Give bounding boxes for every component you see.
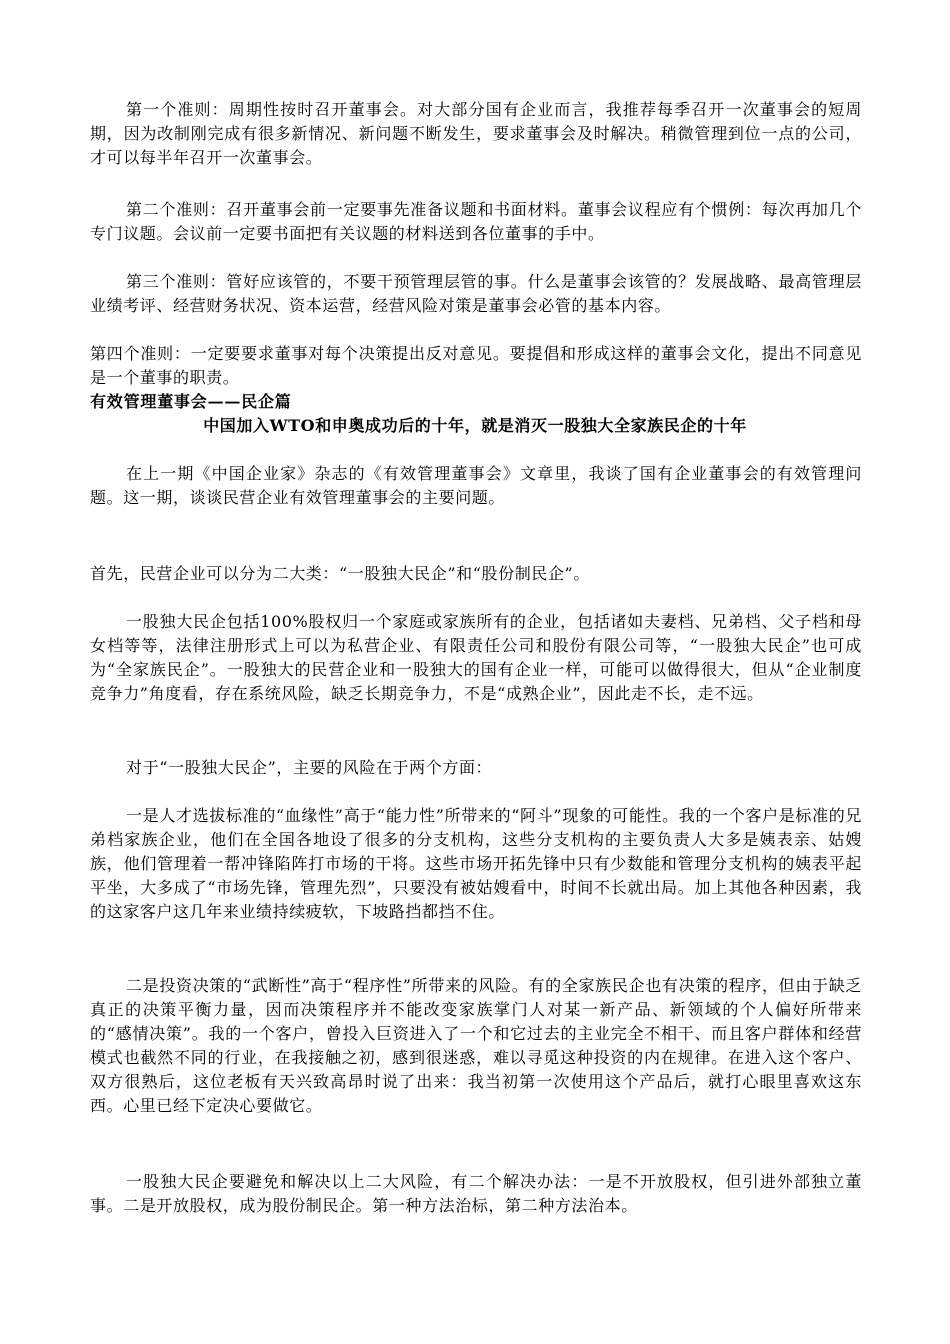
paragraph-family-enterprise: 一股独大民企包括100%股权归一个家庭或家族所有的企业，包括诸如夫妻档、兄弟档、父子档和母女档等等，法律注册形式上可以为私营企业、有限责任公司和股份有限公司等，“一股独大民企”也可成为“全家族民企”。一股独大的民营企业和一股独大的国有企业一样，可能可以做得很大，但从“企业制度竞争力”角度看，存在系统风险，缺乏长期竞争力，不是“成熟企业”，因此走不长，走不远。: [90, 612, 862, 703]
paragraph-categories: 首先，民营企业可以分为二大类：“一股独大民企”和“股份制民企”。: [90, 564, 590, 583]
paragraph-risk-1: 一是人才选拔标准的“血缘性”高于“能力性”所带来的“阿斗”现象的可能性。我的一个客户是标准的兄弟档家族企业，他们在全国各地设了很多的分支机构，这些分支机构的主要负责人大多是姨表亲、姑嫂族，他们管理着一帮冲锋陷阵打市场的干将。这些市场开拓先锋中只有少数能和管理分支机构的姨表平起平坐，大多成了“市场先锋，管理先烈”，只要没有被姑嫂看中，时间不长就出局。加上其他各种因素，我的这家客户这几年来业绩持续疲软，下坡路挡都挡不住。: [90, 806, 862, 921]
paragraph-rule-3: 第三个准则：管好应该管的，不要干预管理层管的事。什么是董事会该管的？发展战略、最高管理层业绩考评、经营财务状况、资本运营，经营风险对策是董事会必管的基本内容。: [90, 272, 862, 315]
paragraph-rule-1: 第一个准则：周期性按时召开董事会。对大部分国有企业而言，我推荐每季召开一次董事会的短周期，因为改制刚完成有很多新情况、新问题不断发生，要求董事会及时解决。稍微管理到位一点的公司，才可以每半年召开一次董事会。: [90, 100, 862, 167]
paragraph-risks-intro: 对于“一股独大民企”，主要的风险在于两个方面：: [126, 758, 493, 777]
paragraph-solutions: 一股独大民企要避免和解决以上二大风险，有二个解决办法：一是不开放股权，但引进外部独立董事。二是开放股权，成为股份制民企。第一种方法治标，第二种方法治本。: [90, 1172, 862, 1215]
paragraph-rule-2: 第二个准则：召开董事会前一定要事先准备议题和书面材料。董事会议程应有个惯例：每次再加几个专门议题。会议前一定要书面把有关议题的材料送到各位董事的手中。: [90, 200, 862, 243]
section-subheading: 中国加入WTO和申奥成功后的十年，就是消灭一股独大全家族民企的十年: [203, 416, 747, 435]
paragraph-rule-4: 第四个准则：一定要要求董事对每个决策提出反对意见。要提倡和形成这样的董事会文化，提出不同意见是一个董事的职责。: [90, 344, 862, 387]
section-heading: 有效管理董事会——民企篇: [90, 392, 292, 411]
paragraph-intro: 在上一期《中国企业家》杂志的《有效管理董事会》文章里，我谈了国有企业董事会的有效管理问题。这一期，谈谈民营企业有效管理董事会的主要问题。: [90, 464, 862, 507]
paragraph-risk-2: 二是投资决策的“武断性”高于“程序性”所带来的风险。有的全家族民企也有决策的程序，但由于缺乏真正的决策平衡力量，因而决策程序并不能改变家族掌门人对某一新产品、新领域的个人偏好所带来的“感情决策”。我的一个客户，曾投入巨资进入了一个和它过去的主业完全不相干、而且客户群体和经营模式也截然不同的行业，在我接触之初，感到很迷惑，难以寻觅这种投资的内在规律。在进入这个客户、双方很熟后，这位老板有天兴致高昂时说了出来：我当初第一次使用这个产品后，就打心眼里喜欢这东西。心里已经下定决心要做它。: [90, 976, 862, 1115]
